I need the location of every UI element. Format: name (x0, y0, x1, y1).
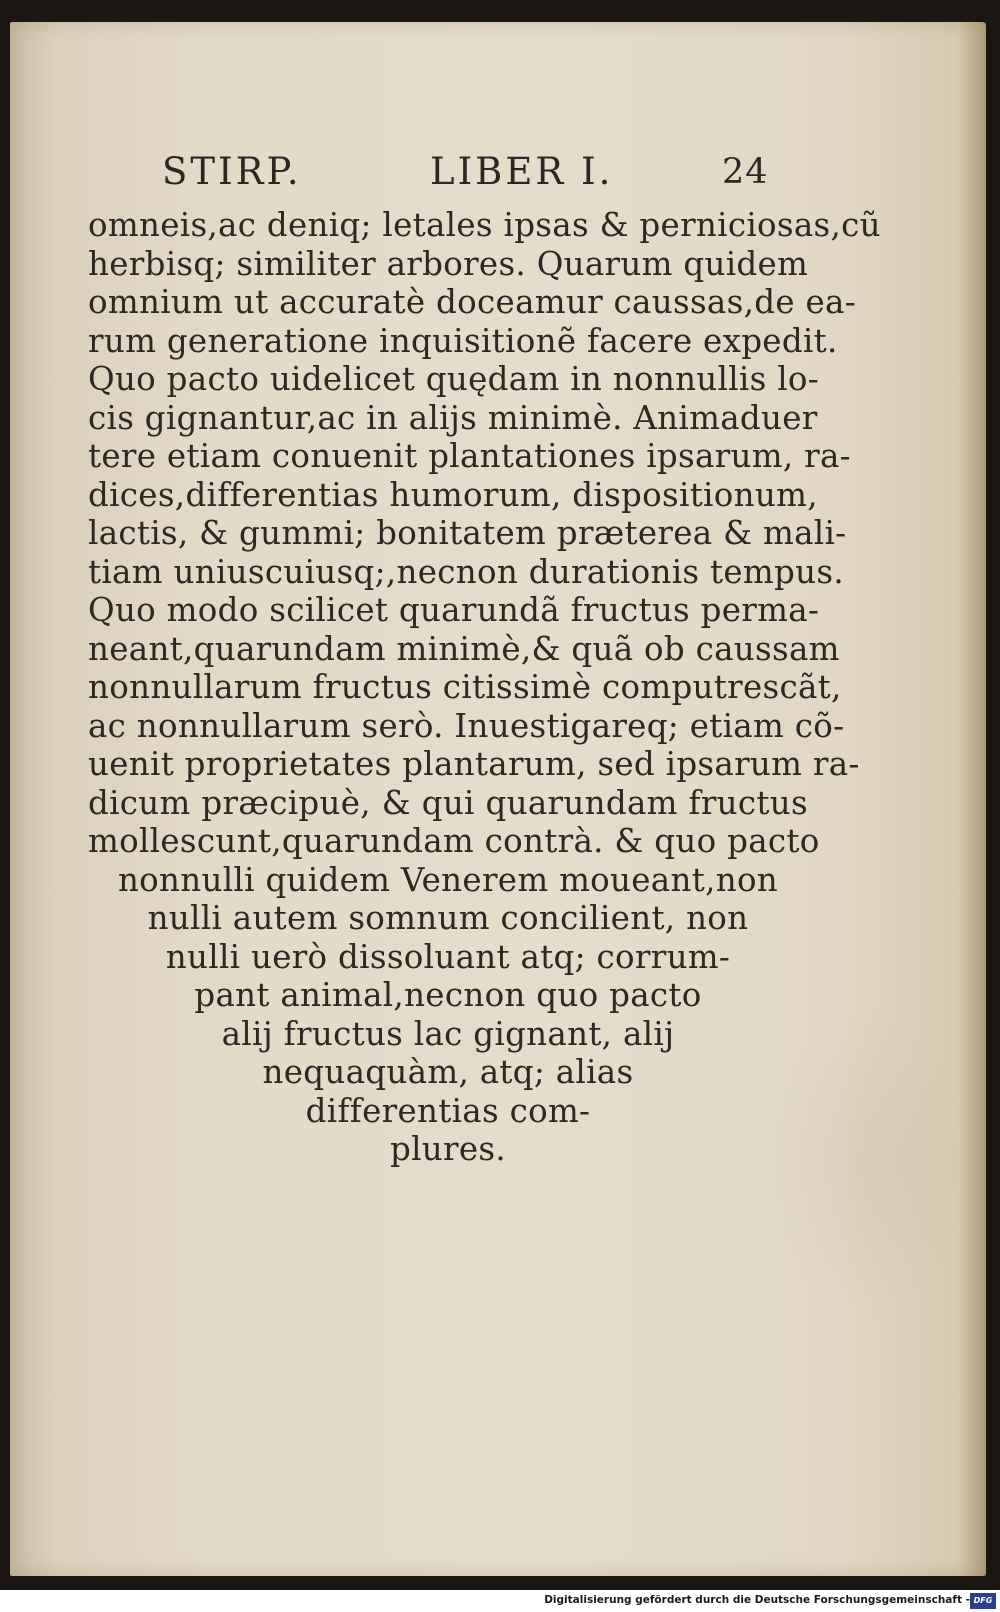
page-number: 24 (722, 152, 769, 192)
page-edge-shadow (960, 22, 986, 1576)
text-line: rum generatione inquisitionẽ facere expedit. (88, 321, 838, 360)
text-line: lactis, & gummi; bonitatem præterea & mali- (88, 514, 847, 552)
text-line: omneis,ac deniq; letales ipsas & perniciosas,cũ (88, 206, 881, 244)
footer-bar (0, 1590, 1000, 1612)
taper-line: differentias com- (305, 1091, 591, 1130)
text-line: herbisq; similiter arbores. Quarum quidem (88, 244, 809, 283)
text-line: dices,differentias humorum, dispositionum, (88, 475, 818, 514)
taper-line: plures. (389, 1130, 506, 1168)
text-line: uenit proprietates plantarum, sed ipsarum ra- (88, 745, 860, 783)
text-line: mollescunt,quarundam contrà. & quo pacto (88, 822, 820, 860)
body-text (88, 206, 881, 1169)
book-page (10, 22, 986, 1576)
text-line: tiam uniuscuiusq;,necnon durationis tempus. (88, 552, 844, 591)
running-head-center: LIBER I. (430, 150, 614, 193)
text-line: ac nonnullarum serò. Inuestigareq; etiam cõ- (88, 706, 845, 745)
taper-line: nulli autem somnum concilient, non (147, 899, 749, 937)
text-line: neant,quarundam minimè,& quã ob caussam (88, 629, 840, 668)
taper-line: nequaquàm, atq; alias (262, 1053, 634, 1091)
digitization-credit: Digitalisierung gefördert durch die Deutsche Forschungsgemeinschaft - (544, 1594, 970, 1606)
text-line: omnium ut accuratè doceamur caussas,de ea- (88, 283, 856, 321)
taper-line: pant animal,necnon quo pacto (194, 976, 702, 1014)
text-line: cis gignantur,ac in aliјs minimè. Animaduer (88, 398, 818, 437)
taper-line: aliј fructus lac gignant, aliј (221, 1014, 675, 1053)
taper-line: nulli uerò dissoluant atq; corrum- (165, 937, 731, 976)
text-line: dicum præcipuè, & qui quarundam fructus (88, 783, 808, 822)
dfg-logo: DFG (970, 1593, 996, 1609)
text-line: tere etiam conuenit plantationes ipsarum, ra- (88, 437, 851, 475)
taper-line: nonnulli quidem Venerem moueant,non (117, 860, 779, 899)
running-head-left: STIRP. (162, 150, 302, 193)
running-head (150, 150, 790, 202)
text-line: Quo pacto uidelicet quędam in nonnullis lo- (88, 360, 820, 398)
text-line: nonnullarum fructus citissimè computrescãt, (88, 668, 842, 706)
text-line: Quo modo scilicet quarundã fructus perma- (88, 591, 820, 629)
